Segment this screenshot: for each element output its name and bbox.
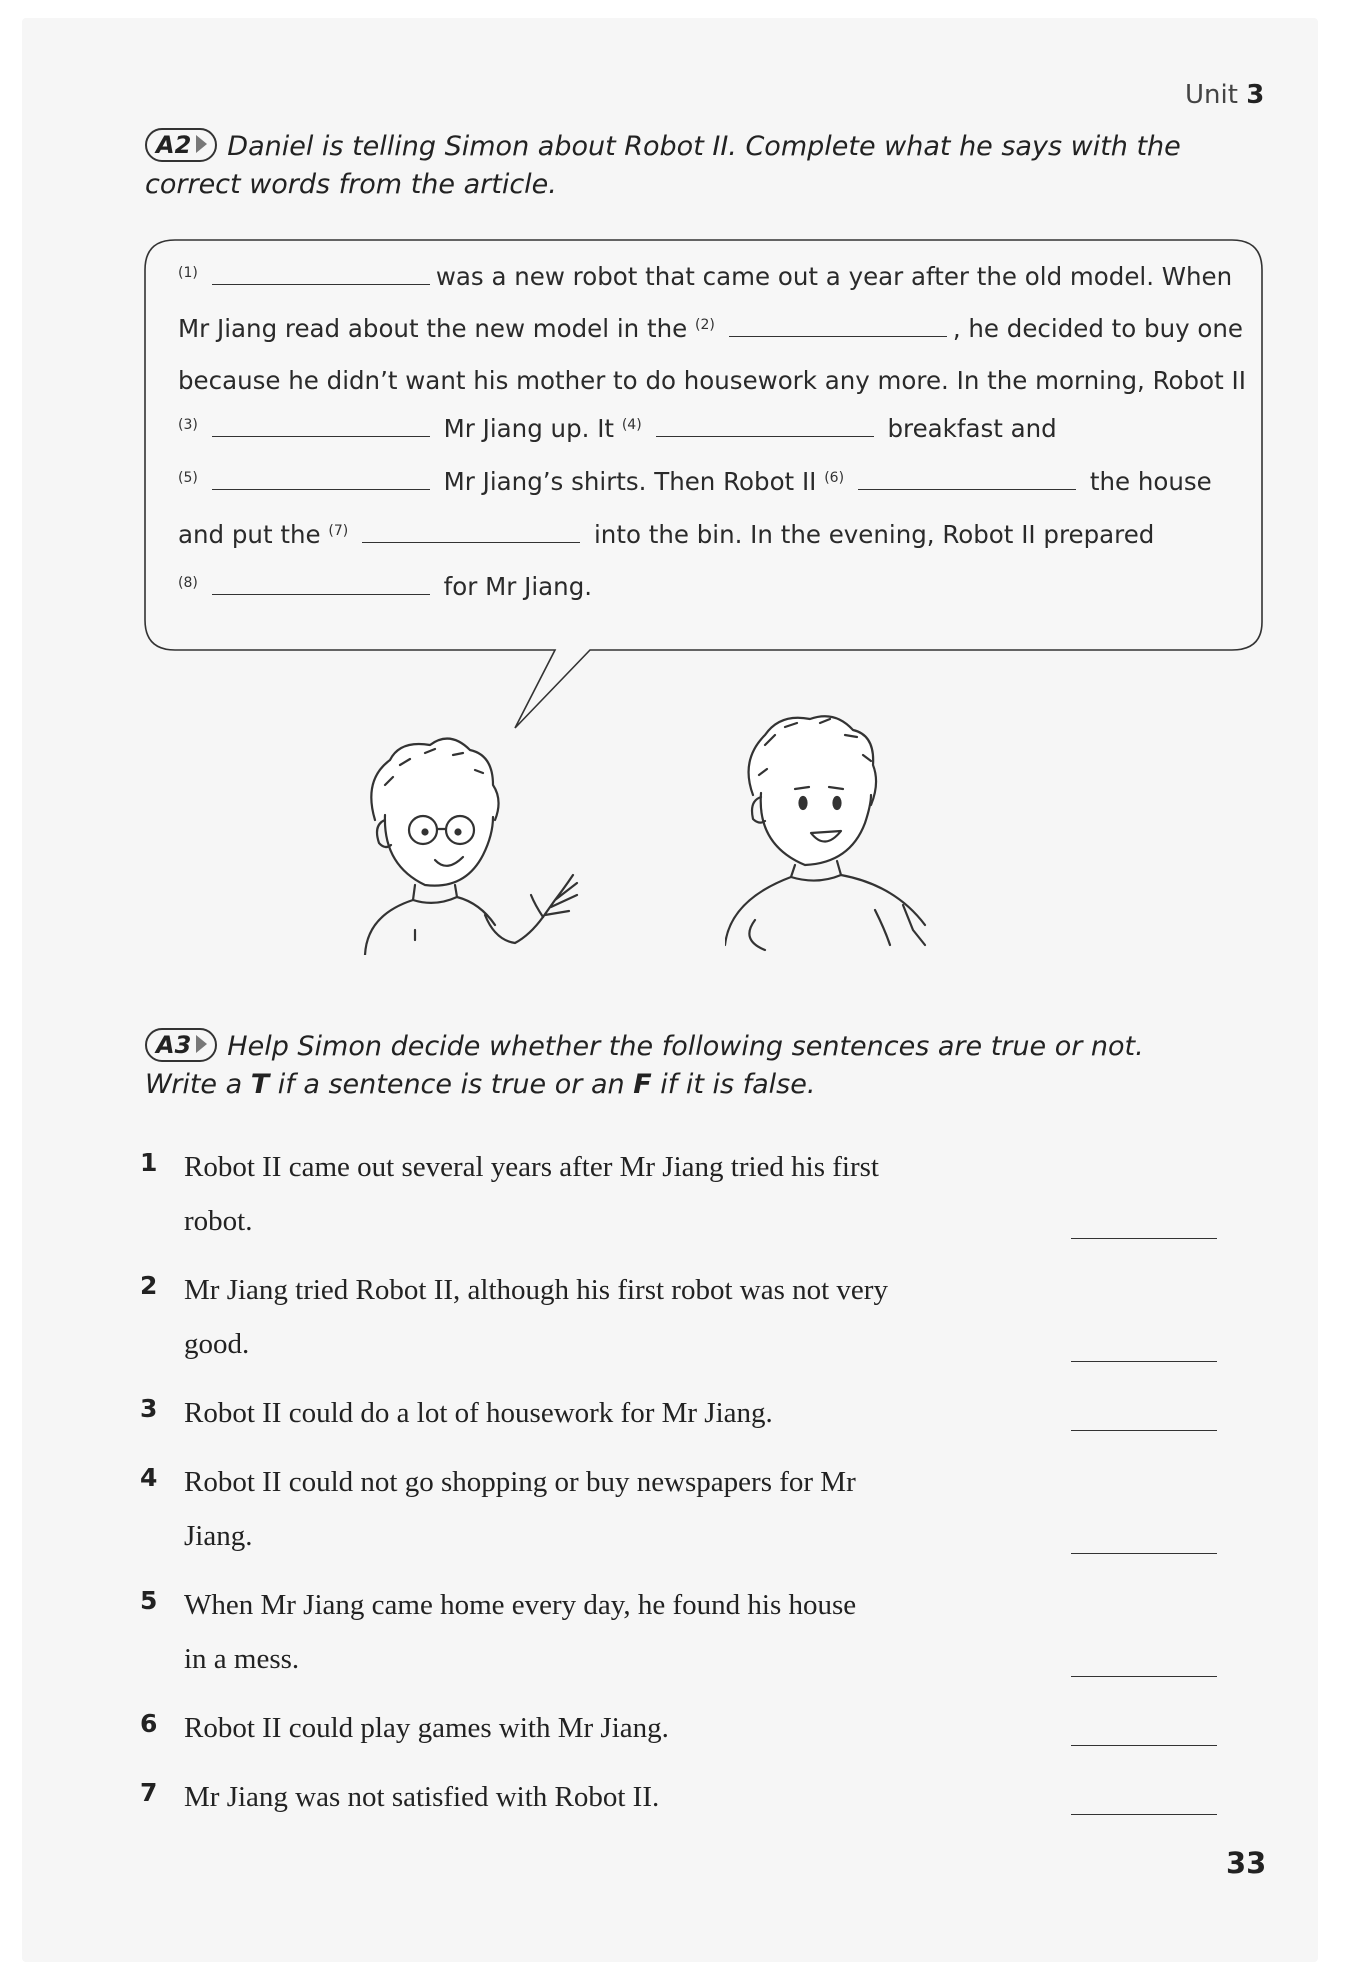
item-text: Mr Jiang tried Robot II, although his first robot was not very good. bbox=[184, 1274, 888, 1360]
a3-instruction-text-3: if it is false. bbox=[651, 1069, 816, 1100]
a3-instruction bbox=[145, 1028, 1215, 1104]
item-number: 1 bbox=[140, 1148, 158, 1177]
item-text: Robot II could play games with Mr Jiang. bbox=[184, 1712, 669, 1744]
item-number: 4 bbox=[140, 1463, 158, 1492]
passage-text-4b: breakfast and bbox=[887, 414, 1057, 443]
item-text: Robot II came out several years after Mr Jiang tried his first robot. bbox=[184, 1151, 879, 1237]
passage-text-7: for Mr Jiang. bbox=[443, 572, 593, 601]
blank-number-5: (5) bbox=[178, 470, 198, 486]
passage-line-6 bbox=[178, 520, 1154, 549]
item-number: 3 bbox=[140, 1394, 158, 1423]
unit-label: Unit bbox=[1185, 80, 1238, 110]
item-number: 7 bbox=[140, 1778, 158, 1807]
a3-letter-t: T bbox=[250, 1069, 270, 1100]
answer-blank-8[interactable] bbox=[212, 574, 430, 595]
passage-text-3: because he didn’t want his mother to do housework any more. In the morning, Robot II bbox=[178, 366, 1246, 395]
blank-number-6: (6) bbox=[824, 470, 845, 486]
passage-text-5b: the house bbox=[1089, 467, 1212, 496]
tf-answer-blank-7[interactable] bbox=[1071, 1814, 1217, 1815]
answer-blank-7[interactable] bbox=[362, 522, 580, 543]
answer-blank-2[interactable] bbox=[729, 316, 947, 337]
blank-number-4: (4) bbox=[621, 417, 642, 433]
answer-blank-6[interactable] bbox=[858, 469, 1076, 490]
item-number: 6 bbox=[140, 1709, 158, 1738]
passage-text-2a: Mr Jiang read about the new model in the bbox=[178, 314, 688, 343]
tf-answer-blank-5[interactable] bbox=[1071, 1676, 1217, 1677]
item-text: Robot II could not go shopping or buy newspapers for Mr Jiang. bbox=[184, 1466, 856, 1552]
a3-instruction-text-1: Help Simon decide whether the following sentences are true or not. Write a bbox=[145, 1031, 1144, 1100]
passage-text-6a: and put the bbox=[178, 520, 321, 549]
a2-instruction-text: Daniel is telling Simon about Robot II. Complete what he says with the correct words from the article. bbox=[145, 131, 1181, 200]
passage-text-1: was a new robot that came out a year after the old model. When bbox=[435, 262, 1233, 291]
item-text: Robot II could do a lot of housework for Mr Jiang. bbox=[184, 1397, 773, 1429]
tf-answer-blank-1[interactable] bbox=[1071, 1238, 1217, 1239]
passage-line-5 bbox=[178, 467, 1212, 496]
passage-line-4 bbox=[178, 414, 1057, 443]
a2-badge-label: A2 bbox=[156, 130, 192, 159]
passage-line-3 bbox=[178, 366, 1246, 395]
answer-blank-1[interactable] bbox=[212, 264, 430, 285]
blank-number-7: (7) bbox=[328, 523, 349, 539]
tf-answer-blank-3[interactable] bbox=[1071, 1430, 1217, 1431]
passage-text-5a: Mr Jiang’s shirts. Then Robot II bbox=[443, 467, 817, 496]
passage-text-2b: , he decided to buy one bbox=[952, 314, 1243, 343]
tf-answer-blank-2[interactable] bbox=[1071, 1361, 1217, 1362]
blank-number-1: (1) bbox=[178, 265, 198, 281]
page-number: 33 bbox=[1226, 1846, 1267, 1880]
item-text: Mr Jiang was not satisfied with Robot II. bbox=[184, 1781, 660, 1813]
a3-badge-label: A3 bbox=[156, 1030, 192, 1059]
blank-number-2: (2) bbox=[694, 317, 715, 333]
passage-line-1 bbox=[178, 262, 1233, 291]
a3-instruction-text-2: if a sentence is true or an bbox=[269, 1069, 634, 1100]
simon-illustration bbox=[725, 705, 945, 955]
a3-badge bbox=[145, 1028, 217, 1062]
item-number: 5 bbox=[140, 1586, 158, 1615]
unit-number: 3 bbox=[1246, 80, 1265, 110]
blank-number-8: (8) bbox=[178, 575, 198, 591]
tf-answer-blank-4[interactable] bbox=[1071, 1553, 1217, 1554]
passage-line-2 bbox=[178, 314, 1243, 343]
passage-text-4a: Mr Jiang up. It bbox=[443, 414, 615, 443]
play-triangle-icon bbox=[196, 1035, 207, 1053]
tf-answer-blank-6[interactable] bbox=[1071, 1745, 1217, 1746]
passage-text-6b: into the bin. In the evening, Robot II prepared bbox=[594, 520, 1155, 549]
a3-letter-f: F bbox=[633, 1069, 652, 1100]
item-number: 2 bbox=[140, 1271, 158, 1300]
passage-line-7 bbox=[178, 572, 592, 601]
daniel-illustration bbox=[355, 725, 635, 955]
answer-blank-4[interactable] bbox=[656, 416, 874, 437]
item-text: When Mr Jiang came home every day, he found his house in a mess. bbox=[184, 1589, 857, 1675]
blank-number-3: (3) bbox=[178, 417, 198, 433]
answer-blank-5[interactable] bbox=[212, 469, 430, 490]
answer-blank-3[interactable] bbox=[212, 416, 430, 437]
